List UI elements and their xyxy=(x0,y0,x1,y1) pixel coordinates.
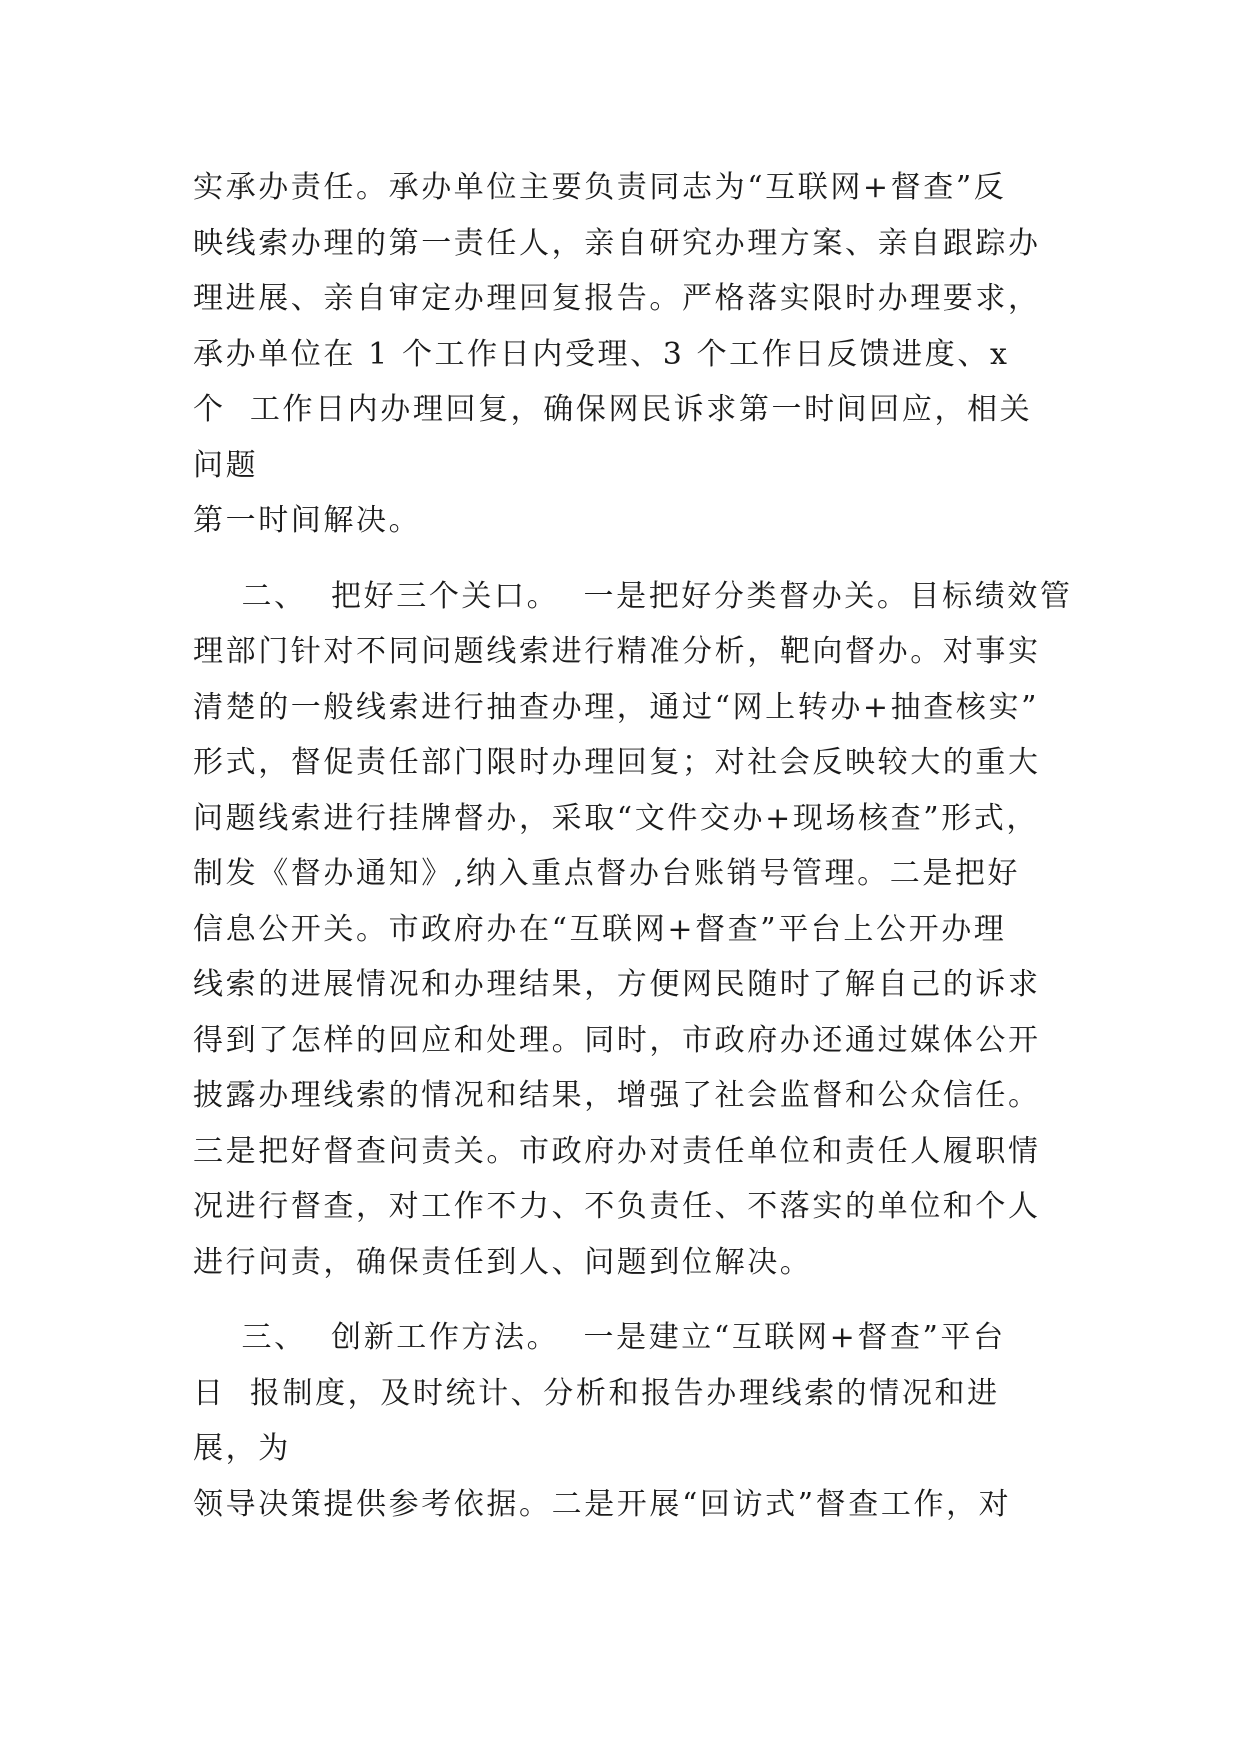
paragraph-gap xyxy=(193,1290,1053,1310)
text-line: 承办单位在 1 个工作日内受理、3 个工作日反馈进度、x xyxy=(193,336,1010,372)
text-line: 日 报制度，及时统计、分析和报告办理线索的情况和进 xyxy=(193,1375,1000,1411)
text-line: 映线索办理的第一责任人，亲自研究办理方案、亲自跟踪办 xyxy=(193,225,1041,261)
text-line: 问题 xyxy=(193,447,259,483)
section-heading-line: 二、 把好三个关口。 一是把好分类督办关。目标绩效管 xyxy=(193,578,1073,614)
text-line: 展，为 xyxy=(193,1431,291,1466)
text-line: 问题线索进行挂牌督办，采取“文件交办+现场核查”形式， xyxy=(193,800,1040,836)
text-line: 第一时间解决。 xyxy=(193,503,422,538)
text-line: 况进行督查，对工作不力、不负责任、不落实的单位和个人 xyxy=(193,1189,1041,1224)
text-line: 信息公开关。市政府办在“互联网+督查”平台上公开办理 xyxy=(193,911,1007,947)
text-line: 形式，督促责任部门限时办理回复；对社会反映较大的重大 xyxy=(193,745,1041,780)
paragraph-gap xyxy=(193,549,1053,569)
text-line: 理进展、亲自审定办理回复报告。严格落实限时办理要求， xyxy=(193,281,1041,316)
section-heading-line: 三、 创新工作方法。 一是建立“互联网+督查”平台 xyxy=(193,1320,1006,1355)
text-line: 领导决策提供参考依据。二是开展“回访式”督查工作，对 xyxy=(193,1486,1012,1522)
text-line: 理部门针对不同问题线索进行精准分析，靶向督办。对事实 xyxy=(193,634,1041,669)
text-line: 清楚的一般线索进行抽查办理，通过“网上转办+抽查核实” xyxy=(193,689,1040,725)
text-line: 实承办责任。承办单位主要负责同志为“互联网+督查”反 xyxy=(193,170,1007,205)
text-line: 披露办理线索的情况和结果，增强了社会监督和公众信任。 xyxy=(193,1078,1041,1113)
text-line: 制发《督办通知》,纳入重点督办台账销号管理。二是把好 xyxy=(193,856,1021,891)
text-line: 得到了怎样的回应和处理。同时，市政府办还通过媒体公开 xyxy=(193,1022,1041,1058)
text-line: 三是把好督查问责关。市政府办对责任单位和责任人履职情 xyxy=(193,1133,1041,1169)
text-line: 线索的进展情况和办理结果，方便网民随时了解自己的诉求 xyxy=(193,967,1041,1002)
text-line: 进行问责，确保责任到人、问题到位解决。 xyxy=(193,1244,813,1280)
text-line: 个 工作日内办理回复，确保网民诉求第一时间回应，相关 xyxy=(193,392,1033,427)
body-text xyxy=(193,160,1073,1532)
